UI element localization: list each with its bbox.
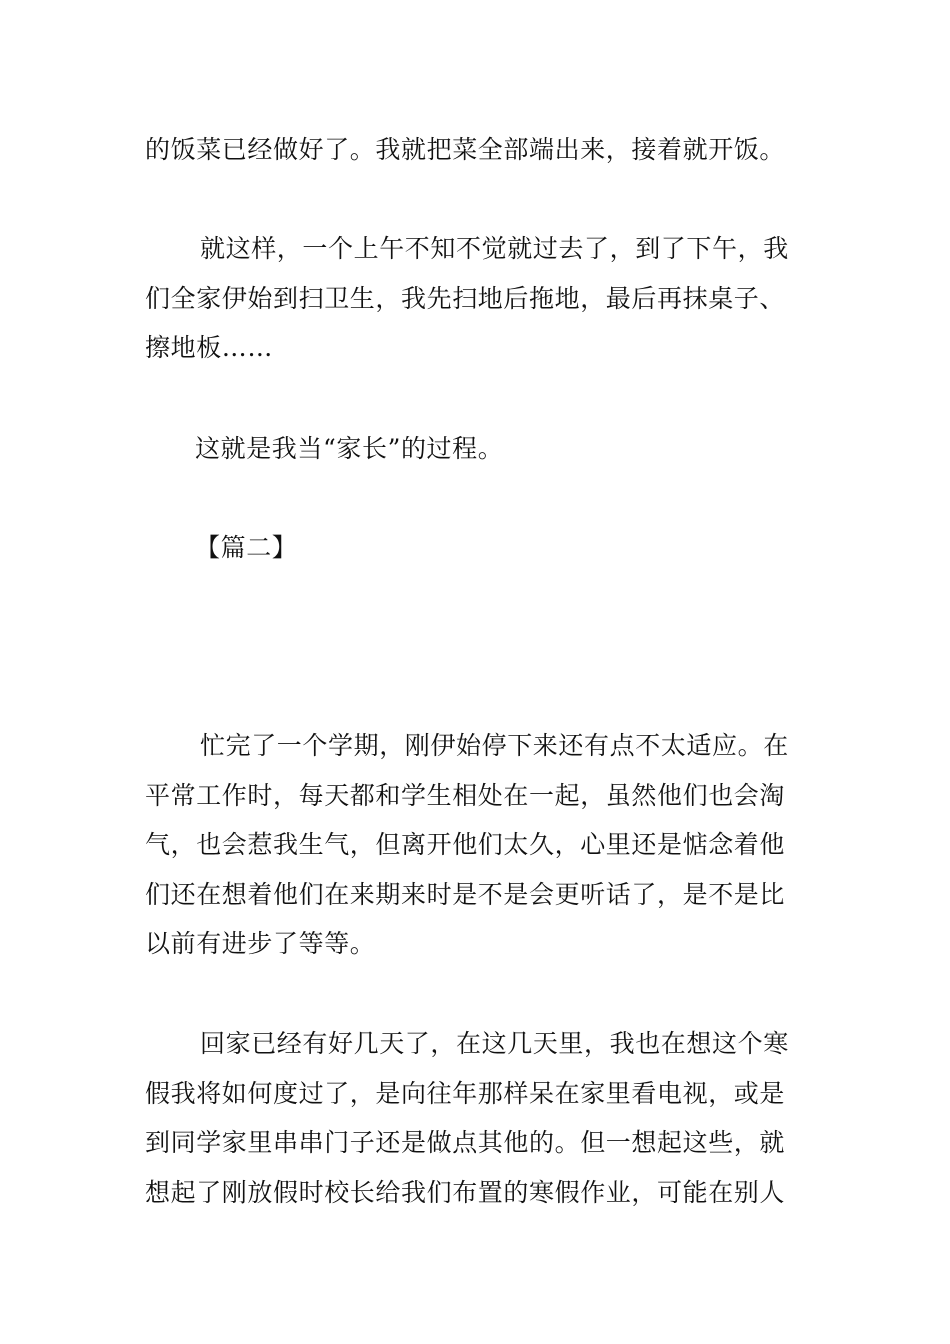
- paragraph-winter-break: 回家已经有好几天了，在这几天里，我也在想这个寒假我将如何度过了，是向往年那样呆在家里看电视，或是到同学家里串串门子还是做点其他的。但一想起这些，就想起了刚放假时校长给我们布置的寒假作业，可能在别人: [145, 1029, 789, 1207]
- section-heading-part-two: 【篇二】: [195, 533, 298, 562]
- paragraph-afternoon-cleaning: 就这样，一个上午不知不觉就过去了，到了下午，我们全家伊始到扫卫生，我先扫地后拖地，最后再抹桌子、擦地板……: [145, 234, 789, 362]
- paragraph-semester-end: 忙完了一个学期，刚伊始停下来还有点不太适应。在平常工作时，每天都和学生相处在一起，虽然他们也会淘气，也会惹我生气，但离开他们太久，心里还是惦念着他们还在想着他们在来期来时是不是会更听话了，是不是比以前有进步了等等。: [145, 731, 789, 958]
- paragraph-continuation: 的饭菜已经做好了。我就把菜全部端出来，接着就开饭。: [145, 135, 786, 164]
- paragraph-summary: 这就是我当“家长”的过程。: [195, 434, 504, 463]
